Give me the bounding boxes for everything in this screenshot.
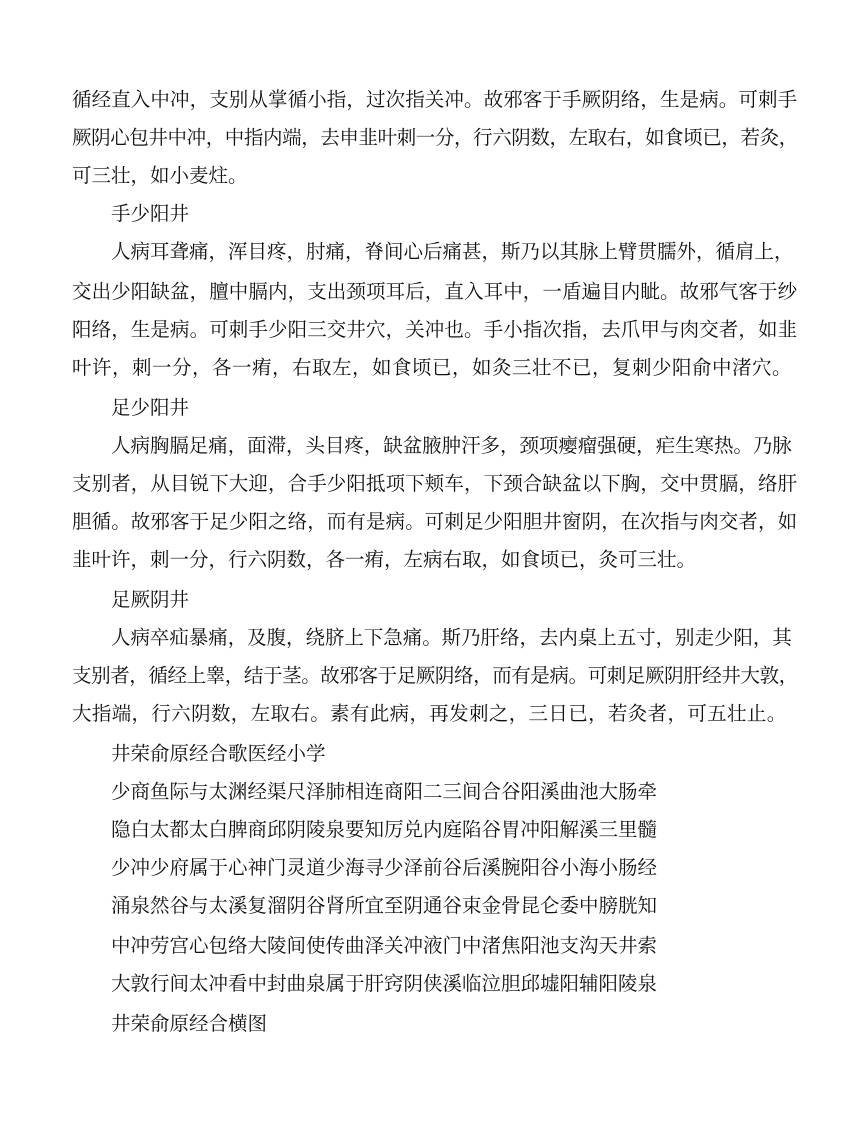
verse-line: 少冲少府属于心神门灵道少海寻少泽前谷后溪腕阳谷小海小肠经: [111, 856, 658, 879]
section-heading: 井荣俞原经合横图: [111, 1012, 268, 1035]
text-line: 支别者，循经上睾，结于茎。故邪客于足厥阴络，而有是病。可刺足厥阴肝经井大敦，: [72, 664, 798, 687]
text-line: 大指端，行六阴数，左取右。素有此病，再发刺之，三日已，若灸者，可五壮止。: [72, 702, 787, 725]
verse-line: 隐白太都太白脾商邱阴陵泉要知厉兑内庭陷谷胃冲阳解溪三里髓: [111, 818, 658, 841]
text-line: 叶许，刺一分，各一痏，右取左，如食顷已，如灸三壮不已，复刺少阳俞中渚穴。: [72, 356, 793, 379]
verse-line: 涌泉然谷与太溪复溜阴谷肾所宜至阴通谷束金骨昆仑委中膀胱知: [111, 894, 658, 917]
section-heading: 井荣俞原经合歌医经小学: [111, 742, 326, 765]
text-line: 支别者，从目锐下大迎，合手少阳抵项下颊车，下颈合缺盆以下胸，交中贯膈，络肝: [72, 472, 798, 495]
text-line: 人病卒疝暴痛，及腹，绕脐上下急痛。斯乃肝络，去内桌上五寸，别走少阳，其: [111, 626, 792, 649]
verse-line: 少商鱼际与太渊经渠尺泽肺相连商阳二三间合谷阳溪曲池大肠牵: [111, 780, 658, 803]
section-heading: 足少阳井: [111, 396, 190, 419]
section-heading: 手少阳井: [111, 202, 190, 225]
text-line: 韭叶许，刺一分，行六阴数，各一痏，左病右取，如食顷已，灸可三壮。: [72, 548, 697, 571]
section-heading: 足厥阴井: [111, 588, 190, 611]
text-line: 胆循。故邪客于足少阳之络，而有是病。可刺足少阳胆井窗阴，在次指与肉交者，如: [72, 510, 798, 533]
text-line: 人病耳聋痛，浑目疼，肘痛，脊间心后痛甚，斯乃以其脉上臂贯臑外，循肩上，: [111, 240, 794, 263]
text-line: 阳络，生是病。可刺手少阳三交井穴，关冲也。手小指次指，去爪甲与肉交者，如韭: [72, 318, 798, 341]
text-line: 循经直入中冲，支别从掌循小指，过次指关冲。故邪客于手厥阴络，生是病。可刺手: [72, 88, 798, 111]
verse-line: 大敦行间太冲看中封曲泉属于肝窍阴侠溪临泣胆邱墟阳辅阳陵泉: [111, 972, 658, 995]
text-line: 可三壮，如小麦炷。: [72, 164, 248, 187]
verse-line: 中冲劳宫心包络大陵间使传曲泽关冲液门中渚焦阳池支沟天井索: [111, 934, 658, 957]
text-line: 交出少阳缺盆，膻中膈内，支出颈项耳后，直入耳中，一盾遍目内眦。故邪气客于纱: [72, 280, 798, 303]
text-line: 人病胸膈足痛，面滞，头目疼，缺盆腋肿汗多，颈项瘿瘤强硬，疟生寒热。乃脉: [111, 434, 792, 457]
text-line: 厥阴心包井中冲，中指内端，去申韭叶刺一分，行六阴数，左取右，如食顷已，若灸，: [72, 126, 798, 149]
